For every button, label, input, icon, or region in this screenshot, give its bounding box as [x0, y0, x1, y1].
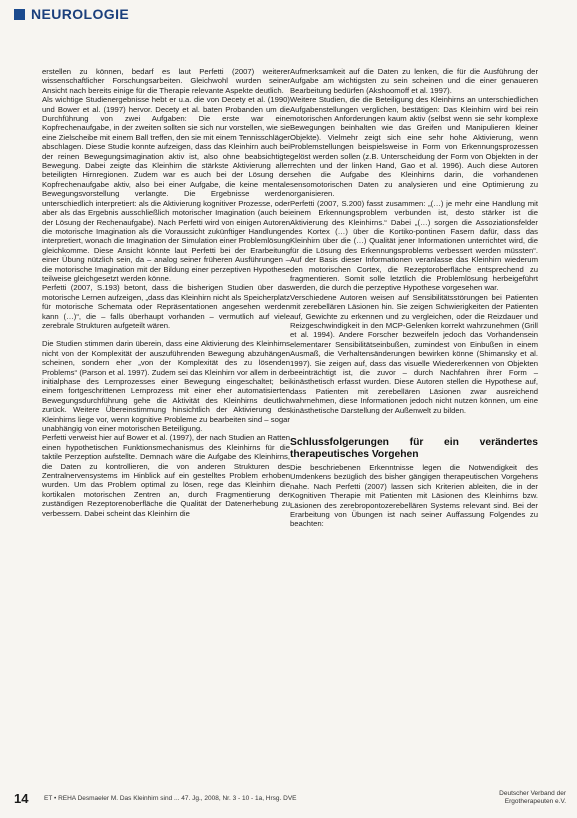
section-header	[14, 6, 129, 22]
paragraph: Perfetti (2007, S.193) betont, dass die bisherigen Studien über das motorische Lernen aufzeigen, „dass das Kleinhirn nicht als Speicherplatz für motorische Schemata oder Repräsentationen angesehen werden kann (…)“, die – falls überhaupt vorhanden – vermutlich auf viele zerebrale Strukturen aufgeteilt wären.	[42, 283, 290, 330]
page-number: 14	[14, 791, 29, 806]
paragraph: Perfetti verweist hier auf Bower et al. (1997), der nach Studien an Ratten einen hypothetischen Funktionsmechanismus des Kleinhirns für die taktile Perzeption aufstellte. Demnach wäre die Aufgabe des Kleinhirns, die Daten zu kontrollieren, die von anderen Strukturen des Zentralnervensystems im Hinblick auf ein gestelltes Problem erhoben wurden. Um das Problem optimal zu lösen, rege das Kleinhirn die kortikalen motorischen Zentren an, durch Fragmentierung der zuständigen Rezeptorenoberfläche die Qualität der Datenerhebung zu verbessern. Dabei scheint das Kleinhirn die	[42, 433, 290, 518]
paragraph: Die beschriebenen Erkenntnisse legen die Notwendigkeit des Umdenkens bezüglich des bisher gängigen therapeutischen Vorgehens nahe. Nach Perfetti (2007) lassen sich Kriterien ableiten, die in der Kognitiven Therapie mit Patienten mit Läsionen des Kleinhirns bzw. Läsionen des zerebropontozerebellären Systems relevant sind. Bei der Erarbeitung von Übungen ist nach seiner Auffassung Folgendes zu beachten:	[290, 463, 538, 529]
section-heading: Schlussfolgerungen für ein verändertes therapeutisches Vorgehen	[290, 437, 538, 461]
paragraph: Als wichtige Studienergebnisse hebt er u.a. die von Decety et al. (1990) und Bower et al. (1997) hervor. Decety et al. baten Probanden um die Durchführung von zwei Aufgaben: Die erste war eine Kopfrechenaufgabe, in der zweiten sollten sie sich nur vorstellen, wie sie eine Zielscheibe mit einem Ball treffen, den sie mit einem Tennisschläger abschlagen. Diese Studie konnte aufzeigen, dass das Kleinhirn auch bei der reinen Bewegungsimagination aktiv ist, also ohne beabsichtigte Bewegung. Dabei zeigte das Kleinhirn die stärkste Aktivierung aller beteiligten Hirnregionen. Zudem war es auch bei der Lösung der Kopfrechenaufgabe aktiv, also bei einer Aufgabe, die keine mentale Bewegungsvorstellung verlangte. Die Ergebnisse werden unterschiedlich interpretiert: als die Aktivierung kognitiver Prozesse, oder aber als das Ergebnis ausschließlich motorischer Imagination (auch bei der Lösung der Rechenaufgabe). Nach Perfetti wird von einigen Autoren die motorische Imagination als die Voraussicht zukünftiger Handlungen interpretiert, wonach die Imagination der Simulation einer Problemlösung gleichkomme. Diese Ansicht könnte laut Perfetti bei der Erarbeitung einer Übung nützlich sein, da – analog seiner früheren Ausführungen – die motorische Imagination mit der Bildung einer perzeptiven Hypothese teilweise gleichgesetzt werden könne.	[42, 95, 290, 283]
paragraph: Perfetti (2007, S.200) fasst zusammen: „(…) je mehr eine Handlung mit einem Erkennungsproblem verbunden ist, desto stärker ist die Aktivierung des Kleinhirns.“ Dabei „(…) sorgen die Assoziationsfelder des Kortex (…) über die Kortiko-pontinen Fasern dafür, dass das Kleinhirn über die (…) Qualität jener Informationen unterrichtet wird, die für die Lösung des Erkennungsproblems verbessert werden müssten“. Auf der Basis dieser Informationen veranlasse das Kleinhirn wiederum den motorischen Cortex, die Rezeptoroberfläche entsprechend zu fragmentieren. Somit solle letztlich die Problemlösung herbeigeführt werden, die durch die perzeptive Hypothese vorgesehen war.	[290, 198, 538, 293]
section-title: NEUROLOGIE	[31, 6, 130, 22]
publisher-line: Ergotherapeuten e.V.	[504, 798, 566, 805]
right-column	[290, 67, 538, 529]
publisher-line: Deutscher Verband der	[499, 790, 566, 797]
journal-citation: ET • REHA Desmaeler M. Das Kleinhirn sind ... 47. Jg., 2008, Nr. 3 - 10 - 1a, Hrsg. DVE	[44, 795, 297, 802]
publisher-name	[499, 790, 566, 806]
page-footer	[14, 790, 566, 814]
paragraph: Aufmerksamkeit auf die Daten zu lenken, die für die Ausführung der Aufgabe am wichtigsten zu sein scheinen und die einer genaueren Bearbeitung bedürfen (Akshoomoff et al. 1997).	[290, 67, 538, 95]
section-marker-square	[14, 9, 25, 20]
paragraph: Die Studien stimmen darin überein, dass eine Aktivierung des Kleinhirns nicht von der Komplexität der auszuführenden Bewegung abzuhängen scheinen, sondern eher „von der Komplexität des zu lösenden Problems“ (Parson et al. 1997). Zudem sei das Kleinhirn vor allem in der initialphase des Lernprozesses einer Bewegung eingeschaltet; bei einem fortgeschrittenen Lernprozess mit einer eher automatisierten Bewegungsdurchführung gehe die Aktivität des Kleinhirns deutlich zurück. Weitere Übereinstimmung hinsichtlich der Aktivierung des Kleinhirns liege vor, wenn kognitive Probleme zu bearbeiten sind – sogar unabhängig von einer motorischen Beteiligung.	[42, 339, 290, 434]
left-column	[42, 67, 290, 518]
paragraph: erstellen zu können, bedarf es laut Perfetti (2007) weiterer wissenschaftlicher Forschungsarbeiten. Gleichwohl wurden seiner Ansicht nach bereits einige für die Therapie relevante Aspekte deutlich.	[42, 67, 290, 95]
paragraph: Verschiedene Autoren weisen auf Sensibilitätsstörungen bei Patienten mit zerebellären Läsionen hin. Sie zeigen Schwierigkeiten der Patienten auf, Gewichte zu erkennen und zu vergleichen, oder die Reizdauer und Reizgeschwindigkeit in den MCP-Gelenken korrekt wahrzunehmen (Grill et al. 1994). Andere Forscher bezweifeln jedoch das Vorhandensein elementarer Sensibilitätseinbußen, zumindest von Einbußen in einem Ausmaß, die Verhaltensänderungen bewirken könne (Shimansky et al. 1997). Sie zeigen auf, dass das visuelle Wiedererkennen von Objekten beeinträchtigt ist, die zuvor – durch Nachfahren ihrer Form – kinästhetisch erfasst wurden. Diese Autoren stellen die Hypothese auf, dass Patienten mit zerebellären Läsionen zwar ausreichend wahrnehmen, diese Informationen jedoch nicht nutzen können, um eine kinästhetische Darstellung der Außenwelt zu bilden.	[290, 292, 538, 415]
paragraph: Weitere Studien, die die Beteiligung des Kleinhirns an unterschiedlichen Aufgabenstellungen verglichen, bestätigen: Das Kleinhirn wird bei rein motorischen Anforderungen kaum aktiv (selbst wenn sie sehr komplexe Bewegungen beinhalten wie das Greifen und Manipulieren kleiner Objekte). Vielmehr zeigt sich eine sehr hohe Aktivierung, wenn Problemstellungen beispielsweise in Form von Erkennungsprozessen gelöst werden sollen (z.B. Unterscheidung der Form von Objekten in der rechten und der linken Hand, Gao et al. 1996). Auch diese Autoren sehen die Aufgabe des Kleinhirns darin, die vorhandenen sensomotorischen Daten zu analysieren und eine Optimierung zu organisieren.	[290, 95, 538, 199]
